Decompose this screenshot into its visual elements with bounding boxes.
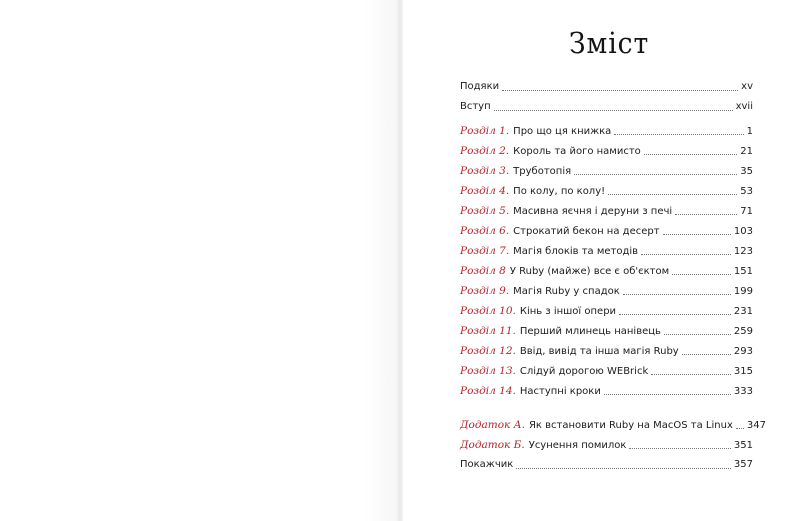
toc-entry <box>460 184 753 198</box>
left-page <box>0 0 397 521</box>
toc-entry-title: Наступні кроки <box>519 386 601 397</box>
toc-entry-title: Магія Ruby у спадок <box>513 286 620 297</box>
toc-entry-title: У Ruby (майже) все є об'єктом <box>509 266 670 277</box>
toc-page-number: 357 <box>733 459 753 470</box>
toc-entry <box>460 304 753 318</box>
toc-chapter-label: Розділ 13. <box>460 365 516 377</box>
toc-chapter-label: Додаток А. <box>460 419 525 431</box>
toc-dot-leader <box>604 393 731 395</box>
toc-dot-leader <box>644 153 737 155</box>
toc-entry <box>460 144 753 158</box>
toc-chapter-label: Розділ 11. <box>460 325 516 337</box>
toc-page-number: 347 <box>746 420 766 431</box>
toc-entry-title: Про що ця книжка <box>513 126 612 137</box>
toc-dot-leader <box>682 353 731 355</box>
toc-entry-title: Строкатий бекон на десерт <box>513 226 660 237</box>
toc-entry <box>460 364 753 378</box>
toc-entry <box>460 124 753 138</box>
toc-entry <box>460 244 753 258</box>
toc-dot-leader <box>651 373 731 375</box>
toc-entry <box>460 204 753 218</box>
toc-dot-leader <box>619 313 731 315</box>
toc-dot-leader <box>629 447 730 449</box>
toc-page-number: 259 <box>733 326 753 337</box>
toc-entry <box>460 264 753 278</box>
toc-entry <box>460 284 753 298</box>
toc-entry <box>460 224 753 238</box>
toc-entry <box>460 164 753 178</box>
toc-entry <box>460 324 753 338</box>
toc-page-number: 71 <box>740 206 753 217</box>
toc-dot-leader <box>664 333 731 335</box>
toc-dot-leader <box>623 293 731 295</box>
toc-page-number: 199 <box>733 286 753 297</box>
toc-entry <box>460 80 753 94</box>
toc-chapter-label: Розділ 7. <box>460 245 510 257</box>
toc-entry <box>460 344 753 358</box>
toc-entry-title: Ввід, вивід та інша магія Ruby <box>519 346 679 357</box>
toc-page-number: 293 <box>733 346 753 357</box>
toc-entry-title: Перший млинець нанівець <box>519 326 661 337</box>
toc-dot-leader <box>516 467 731 469</box>
toc-chapter-label: Розділ 5. <box>460 205 510 217</box>
toc-dot-leader <box>574 173 737 175</box>
toc-chapter-label: Розділ 14. <box>460 385 516 397</box>
toc-chapter-label: Розділ 12. <box>460 345 516 357</box>
toc-entry <box>460 458 753 472</box>
toc-entry-title: Слідуй дорогою WEBrick <box>519 366 649 377</box>
toc-page-number: 53 <box>740 186 753 197</box>
toc-dot-leader <box>675 213 737 215</box>
toc-chapter-label: Розділ 4. <box>460 185 510 197</box>
toc-page-number: 103 <box>733 226 753 237</box>
toc-page-number: 231 <box>733 306 753 317</box>
toc-dot-leader <box>641 253 731 255</box>
toc-entry <box>460 384 753 398</box>
toc-entry-title: Король та його намисто <box>513 146 641 157</box>
toc-entry <box>460 438 753 452</box>
toc-chapter-label: Розділ 10. <box>460 305 516 317</box>
toc-chapter-label: Розділ 9. <box>460 285 510 297</box>
toc-entry-title: Кінь з іншої опери <box>519 306 617 317</box>
toc-entry-title: Вступ <box>460 101 491 112</box>
toc-dot-leader <box>736 427 744 429</box>
toc-entry-title: Як встановити Ruby на MacOS та Linux <box>528 420 733 431</box>
toc-dot-leader <box>614 133 743 135</box>
toc-page-number: 333 <box>733 386 753 397</box>
toc-entry-title: Магія блоків та методів <box>513 246 639 257</box>
toc-entry <box>460 418 766 432</box>
toc-page-number: 123 <box>733 246 753 257</box>
toc-entry-title: Покажчик <box>460 459 514 470</box>
toc-dot-leader <box>672 273 731 275</box>
page-title: Зміст <box>569 26 650 60</box>
toc-entry-title: По колу, по колу! <box>513 186 606 197</box>
toc-entry <box>460 100 753 114</box>
toc-chapter-label: Розділ 2. <box>460 145 510 157</box>
toc-entry-title: Труботопія <box>513 166 572 177</box>
toc-chapter-label: Додаток Б. <box>460 439 525 451</box>
toc-dot-leader <box>502 89 738 91</box>
toc-page-number: 21 <box>740 146 753 157</box>
toc-chapter-label: Розділ 8 <box>460 265 506 277</box>
toc-page-number: xv <box>741 81 753 92</box>
toc-dot-leader <box>663 233 731 235</box>
toc-chapter-label: Розділ 1. <box>460 125 510 137</box>
toc-dot-leader <box>494 109 733 111</box>
toc-entry-title: Масивна яєчня і деруни з печі <box>513 206 673 217</box>
toc-page-number: 1 <box>746 126 753 137</box>
toc-page-number: 151 <box>733 266 753 277</box>
toc-page-number: 35 <box>740 166 753 177</box>
toc-page-number: xvii <box>735 101 753 112</box>
toc-entry-title: Усунення помилок <box>528 440 627 451</box>
toc-page-number: 315 <box>733 366 753 377</box>
toc-dot-leader <box>608 193 737 195</box>
toc-chapter-label: Розділ 3. <box>460 165 510 177</box>
toc-entry-title: Подяки <box>460 81 500 92</box>
toc-page-number: 351 <box>733 440 753 451</box>
toc-chapter-label: Розділ 6. <box>460 225 510 237</box>
